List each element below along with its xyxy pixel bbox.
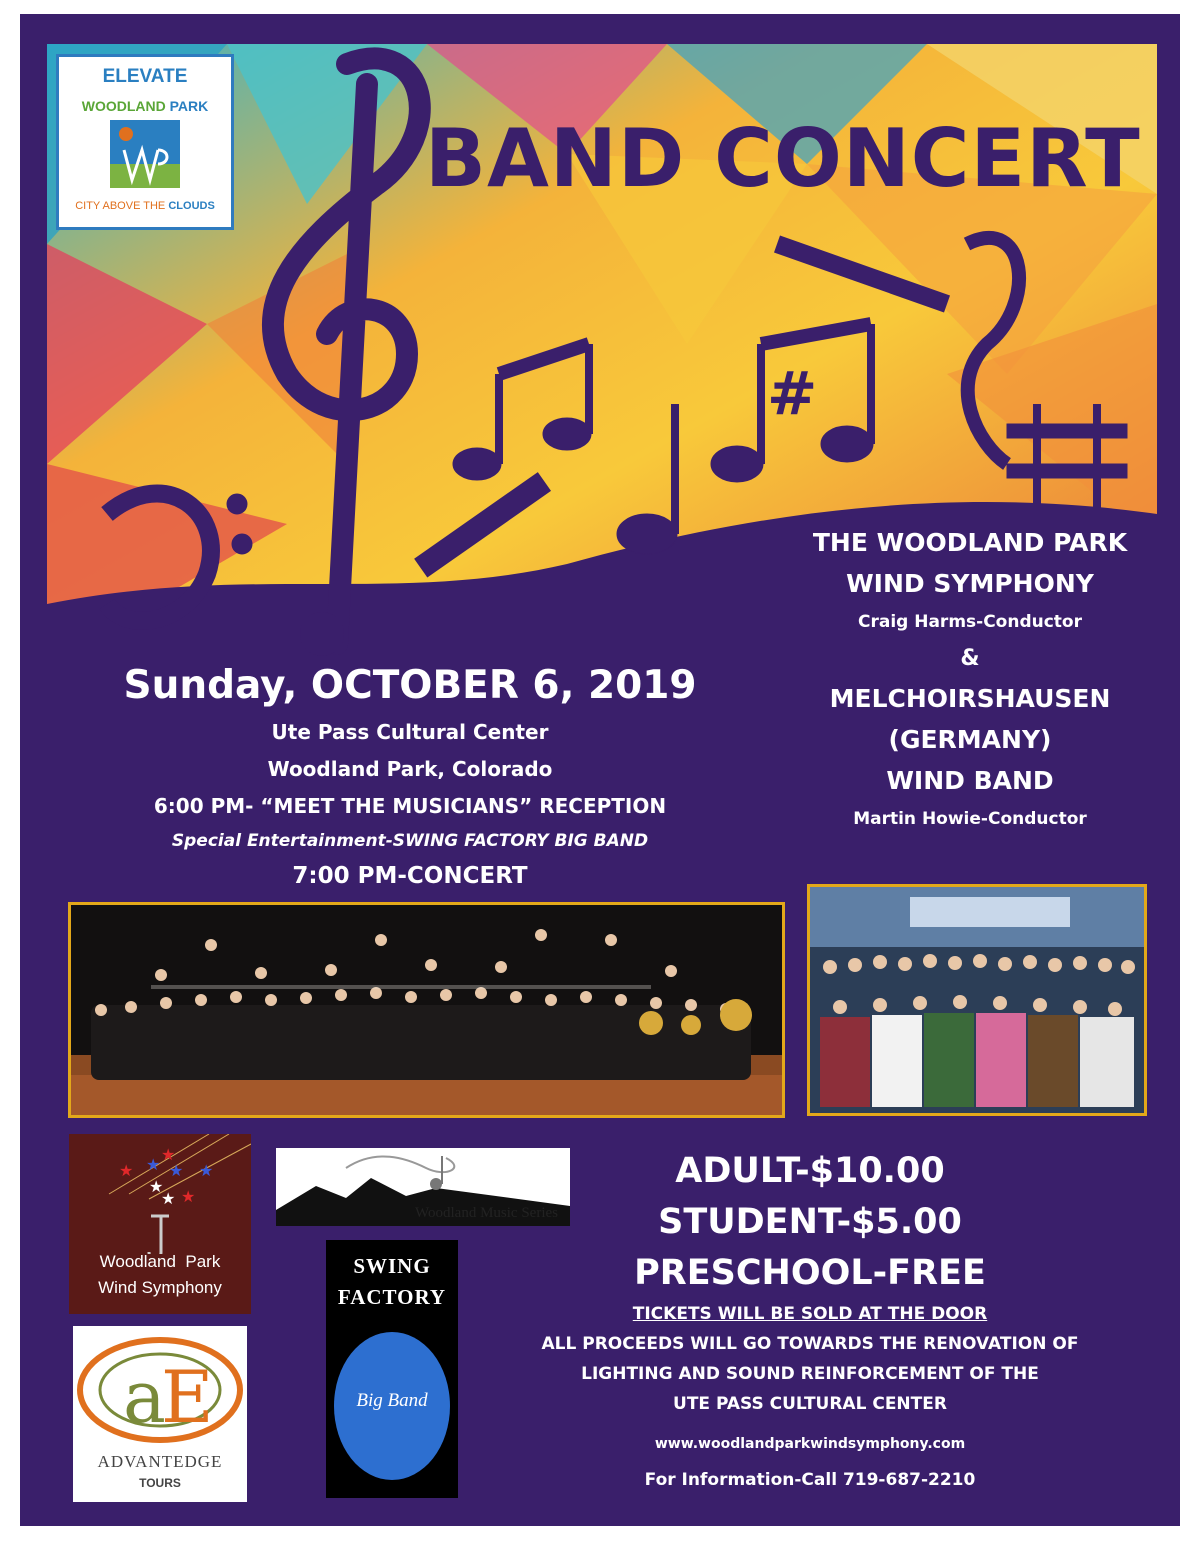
woodland-music-series-text: Woodland Music Series [415, 1205, 558, 1221]
event-date: Sunday, OCTOBER 6, 2019 [123, 663, 697, 708]
event-details [50, 658, 770, 895]
proceeds-line2: LIGHTING AND SOUND REINFORCEMENT OF THE [581, 1364, 1039, 1384]
svg-text:★: ★ [119, 1161, 134, 1180]
group2-conductor: Martin Howie-Conductor [853, 809, 1087, 829]
wind-symphony-photo [68, 902, 785, 1118]
info-phone: For Information-Call 719-687-2210 [644, 1470, 976, 1490]
svg-text:★: ★ [161, 1189, 176, 1208]
swing-text: SWING [353, 1254, 431, 1278]
advantedge-tours-logo [73, 1326, 247, 1502]
ampersand: & [960, 646, 980, 671]
wp-logo-icon [110, 120, 180, 188]
website-link[interactable]: www.woodlandparkwindsymphony.com [654, 1436, 966, 1452]
performers-block [780, 522, 1160, 837]
svg-text:★: ★ [146, 1155, 161, 1174]
reception-time: 6:00 PM- “MEET THE MUSICIANS” RECEPTION [153, 794, 667, 818]
advantedge-text: ADVANTEDGE [97, 1452, 223, 1471]
student-price: STUDENT-$5.00 [658, 1202, 962, 1242]
big-band-text: Big Band [356, 1390, 428, 1411]
stars-icon [69, 1134, 251, 1254]
german-wind-band-photo [807, 884, 1147, 1116]
svg-text:★: ★ [169, 1161, 184, 1180]
svg-text:E: E [161, 1355, 214, 1439]
proceeds-line1: ALL PROCEEDS WILL GO TOWARDS THE RENOVATION OF [541, 1334, 1079, 1354]
group2-name-line3: WIND BAND [886, 766, 1054, 795]
svg-text:★: ★ [199, 1161, 214, 1180]
group1-conductor: Craig Harms-Conductor [857, 612, 1082, 632]
proceeds-line3: UTE PASS CULTURAL CENTER [673, 1394, 947, 1414]
poster-title: BAND CONCERT [425, 112, 1141, 205]
elevate-text: ELEVATE [102, 66, 188, 87]
woodland-park-text: WOODLAND PARK [81, 98, 209, 114]
factory-text: FACTORY [337, 1285, 447, 1309]
woodland-park-wind-symphony-logo [69, 1134, 251, 1314]
tours-text: TOURS [139, 1476, 181, 1490]
swing-factory-logo [326, 1240, 458, 1498]
group2-name-line1: MELCHOIRSHAUSEN [829, 684, 1111, 713]
group2-name-line2: (GERMANY) [888, 725, 1052, 754]
special-entertainment: Special Entertainment-SWING FACTORY BIG BAND [171, 831, 649, 851]
wps-logo-line1: Woodland Park [99, 1252, 221, 1271]
svg-text:★: ★ [161, 1145, 176, 1164]
city-above-the-clouds-text: CITY ABOVE THE CLOUDS [75, 200, 215, 212]
concert-time: 7:00 PM-CONCERT [292, 863, 528, 889]
tickets-at-door: TICKETS WILL BE SOLD AT THE DOOR [632, 1304, 988, 1324]
adult-price: ADULT-$10.00 [675, 1151, 945, 1191]
group1-name-line1: THE WOODLAND PARK [812, 528, 1128, 557]
svg-text:★: ★ [181, 1187, 196, 1206]
preschool-price: PRESCHOOL-FREE [634, 1253, 986, 1293]
wps-logo-line2: Wind Symphony [98, 1278, 222, 1297]
svg-text:#: # [767, 359, 818, 429]
ticket-info [500, 1146, 1120, 1495]
svg-text:a: a [123, 1355, 166, 1439]
ae-logo-icon [73, 1326, 247, 1450]
group1-name-line2: WIND SYMPHONY [846, 569, 1094, 598]
svg-text:★: ★ [149, 1177, 164, 1196]
elevate-woodland-park-logo [56, 54, 234, 230]
concert-poster [20, 14, 1180, 1526]
event-city: Woodland Park, Colorado [267, 757, 553, 781]
event-venue: Ute Pass Cultural Center [271, 720, 549, 744]
